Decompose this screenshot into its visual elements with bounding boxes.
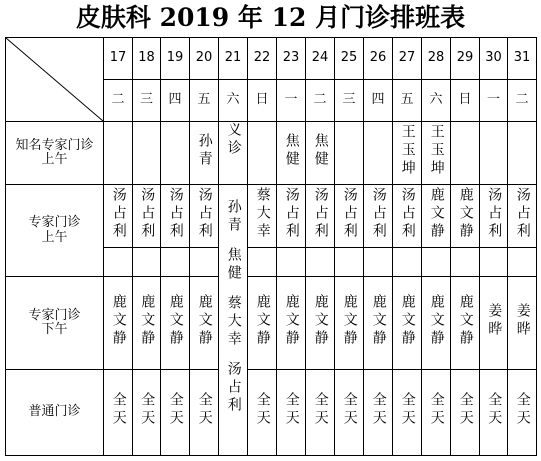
doctor-name: 汤占利 xyxy=(486,186,503,241)
doctor-name: 焦健 xyxy=(312,132,329,169)
empty-cell xyxy=(451,248,480,277)
general-clinic-cell xyxy=(508,370,537,456)
weekday-cell: 五 xyxy=(190,80,219,122)
doctor-name: 鹿文静 xyxy=(196,293,213,348)
general-clinic-cell xyxy=(451,370,480,456)
doctor-name: 汤占利 xyxy=(370,186,387,241)
general-clinic-cell xyxy=(393,370,422,456)
famous-expert-cell xyxy=(508,122,537,185)
empty-cell xyxy=(364,248,393,277)
shift-label: 全天 xyxy=(196,392,213,429)
date-cell: 30 xyxy=(480,38,508,80)
doctor-name: 蔡大幸 xyxy=(225,295,242,349)
doctor-name: 鹿文静 xyxy=(341,293,358,348)
weekday-cell: 二 xyxy=(508,80,537,122)
doctor-name: 孙青 xyxy=(225,199,242,235)
doctor-name: 鹿文静 xyxy=(428,293,445,348)
expert-pm-cell xyxy=(161,277,190,370)
expert-am-cell xyxy=(133,185,161,248)
expert-am-cell xyxy=(364,185,393,248)
shift-label: 全天 xyxy=(428,392,445,429)
weekday-cell: 日 xyxy=(451,80,480,122)
weekday-cell: 一 xyxy=(277,80,306,122)
shift-label: 全天 xyxy=(399,392,416,429)
date-cell: 18 xyxy=(133,38,161,80)
empty-cell xyxy=(306,248,335,277)
general-clinic-cell xyxy=(248,370,277,456)
famous-expert-cell xyxy=(422,122,451,185)
doctor-name: 鹿文静 xyxy=(457,293,474,348)
doctor-name: 王玉坤 xyxy=(428,123,445,178)
weekday-cell: 一 xyxy=(480,80,508,122)
expert-pm-cell xyxy=(190,277,219,370)
famous-expert-cell xyxy=(277,122,306,185)
expert-am-cell xyxy=(451,185,480,248)
date-cell: 29 xyxy=(451,38,480,80)
expert-am-cell xyxy=(104,185,133,248)
row-label-line: 专家门诊 xyxy=(28,307,81,323)
doctor-name: 汤占利 xyxy=(312,186,329,241)
empty-cell xyxy=(190,248,219,277)
empty-cell xyxy=(393,248,422,277)
doctor-name: 鹿文静 xyxy=(283,293,300,348)
row-label-expert-am xyxy=(6,185,104,277)
row-label-line: 知名专家门诊 xyxy=(15,137,94,153)
shift-label: 全天 xyxy=(486,392,503,429)
expert-pm-cell xyxy=(335,277,364,370)
famous-expert-cell xyxy=(190,122,219,185)
schedule-table xyxy=(5,37,537,456)
date-cell: 20 xyxy=(190,38,219,80)
weekday-cell: 三 xyxy=(335,80,364,122)
shift-label: 全天 xyxy=(254,392,271,429)
expert-pm-cell xyxy=(422,277,451,370)
weekday-cell: 三 xyxy=(133,80,161,122)
weekday-cell: 四 xyxy=(161,80,190,122)
general-clinic-cell xyxy=(422,370,451,456)
doctor-name: 鹿文静 xyxy=(167,293,184,348)
page-title: 皮肤科 2019 年 12 月门诊排班表 xyxy=(75,3,466,32)
weekday-cell: 日 xyxy=(248,80,277,122)
doctor-name: 汤占利 xyxy=(196,186,213,241)
doctor-name: 鹿文静 xyxy=(457,186,474,241)
shift-label: 全天 xyxy=(457,392,474,429)
doctor-name: 汤占利 xyxy=(514,186,531,241)
row-label-expert-pm xyxy=(6,277,104,370)
famous-expert-cell xyxy=(364,122,393,185)
famous-expert-cell xyxy=(219,122,248,185)
doctor-name: 义诊 xyxy=(225,122,242,158)
expert-pm-cell xyxy=(248,277,277,370)
expert-am-cell xyxy=(306,185,335,248)
expert-pm-cell xyxy=(277,277,306,370)
date-cell: 21 xyxy=(219,38,248,80)
expert-pm-cell xyxy=(451,277,480,370)
expert-pm-cell xyxy=(393,277,422,370)
doctor-name: 鹿文静 xyxy=(312,293,329,348)
expert-pm-cell xyxy=(104,277,133,370)
expert-pm-cell xyxy=(306,277,335,370)
weekday-cell: 五 xyxy=(393,80,422,122)
doctor-name: 姜晔 xyxy=(486,302,503,339)
doctor-name: 姜晔 xyxy=(514,302,531,339)
famous-expert-cell xyxy=(133,122,161,185)
famous-expert-cell xyxy=(451,122,480,185)
row-label-general: 普通门诊 xyxy=(6,370,104,456)
date-cell: 24 xyxy=(306,38,335,80)
expert-pm-cell xyxy=(480,277,508,370)
doctor-name: 汤占利 xyxy=(110,186,127,241)
famous-expert-cell xyxy=(161,122,190,185)
general-clinic-cell xyxy=(104,370,133,456)
doctor-name: 汤占利 xyxy=(225,361,242,415)
doctor-name: 蔡大幸 xyxy=(254,186,271,241)
shift-label: 全天 xyxy=(514,392,531,429)
weekday-cell: 二 xyxy=(104,80,133,122)
row-label-line: 上午 xyxy=(41,229,68,245)
weekday-cell: 六 xyxy=(219,80,248,122)
doctor-name: 鹿文静 xyxy=(254,293,271,348)
shift-label: 全天 xyxy=(110,392,127,429)
famous-expert-cell xyxy=(335,122,364,185)
doctor-name: 鹿文静 xyxy=(110,293,127,348)
diagonal-line xyxy=(6,38,103,121)
empty-cell xyxy=(480,248,508,277)
date-cell: 28 xyxy=(422,38,451,80)
doctor-name: 汤占利 xyxy=(283,186,300,241)
doctor-name: 鹿文静 xyxy=(399,293,416,348)
row-label-line: 上午 xyxy=(41,152,68,167)
expert-am-cell xyxy=(508,185,537,248)
empty-cell xyxy=(104,248,133,277)
famous-expert-cell xyxy=(480,122,508,185)
general-clinic-cell xyxy=(190,370,219,456)
row-label-famous-am xyxy=(6,122,104,185)
expert-am-cell xyxy=(335,185,364,248)
saturday-merged-cell xyxy=(219,185,248,456)
shift-label: 全天 xyxy=(341,392,358,429)
expert-am-cell xyxy=(422,185,451,248)
empty-cell xyxy=(248,248,277,277)
shift-label: 全天 xyxy=(370,392,387,429)
doctor-name: 孙青 xyxy=(196,132,213,169)
date-cell: 31 xyxy=(508,38,537,80)
general-clinic-cell xyxy=(335,370,364,456)
empty-cell xyxy=(133,248,161,277)
general-clinic-cell xyxy=(306,370,335,456)
doctor-name: 鹿文静 xyxy=(139,293,156,348)
expert-am-cell xyxy=(393,185,422,248)
general-clinic-cell xyxy=(480,370,508,456)
expert-am-cell xyxy=(277,185,306,248)
empty-cell xyxy=(335,248,364,277)
row-label-line: 下午 xyxy=(41,322,68,337)
general-clinic-cell xyxy=(277,370,306,456)
famous-expert-cell xyxy=(104,122,133,185)
general-clinic-cell xyxy=(364,370,393,456)
shift-label: 全天 xyxy=(167,392,184,429)
weekday-cell: 四 xyxy=(364,80,393,122)
doctor-name: 王玉坤 xyxy=(399,123,416,178)
shift-label: 全天 xyxy=(139,392,156,429)
date-cell: 22 xyxy=(248,38,277,80)
shift-label: 全天 xyxy=(283,392,300,429)
expert-am-cell xyxy=(480,185,508,248)
empty-cell xyxy=(508,248,537,277)
date-cell: 26 xyxy=(364,38,393,80)
general-clinic-cell xyxy=(133,370,161,456)
doctor-name: 焦健 xyxy=(283,132,300,169)
expert-am-cell xyxy=(248,185,277,248)
doctor-name: 鹿文静 xyxy=(370,293,387,348)
date-cell: 25 xyxy=(335,38,364,80)
empty-cell xyxy=(422,248,451,277)
corner-cell xyxy=(6,38,104,122)
row-label-line: 专家门诊 xyxy=(28,215,81,231)
expert-pm-cell xyxy=(364,277,393,370)
doctor-name: 汤占利 xyxy=(167,186,184,241)
expert-pm-cell xyxy=(508,277,537,370)
weekday-cell: 六 xyxy=(422,80,451,122)
expert-am-cell xyxy=(190,185,219,248)
doctor-name: 汤占利 xyxy=(139,186,156,241)
doctor-name: 汤占利 xyxy=(399,186,416,241)
date-cell: 17 xyxy=(104,38,133,80)
famous-expert-cell xyxy=(393,122,422,185)
general-clinic-cell xyxy=(161,370,190,456)
doctor-name: 焦健 xyxy=(225,247,242,283)
date-cell: 23 xyxy=(277,38,306,80)
weekday-cell: 二 xyxy=(306,80,335,122)
famous-expert-cell xyxy=(248,122,277,185)
expert-pm-cell xyxy=(133,277,161,370)
date-cell: 19 xyxy=(161,38,190,80)
doctor-name: 汤占利 xyxy=(341,186,358,241)
date-cell: 27 xyxy=(393,38,422,80)
expert-am-cell xyxy=(161,185,190,248)
famous-expert-cell xyxy=(306,122,335,185)
shift-label: 全天 xyxy=(312,392,329,429)
empty-cell xyxy=(277,248,306,277)
doctor-name: 鹿文静 xyxy=(428,186,445,241)
empty-cell xyxy=(161,248,190,277)
